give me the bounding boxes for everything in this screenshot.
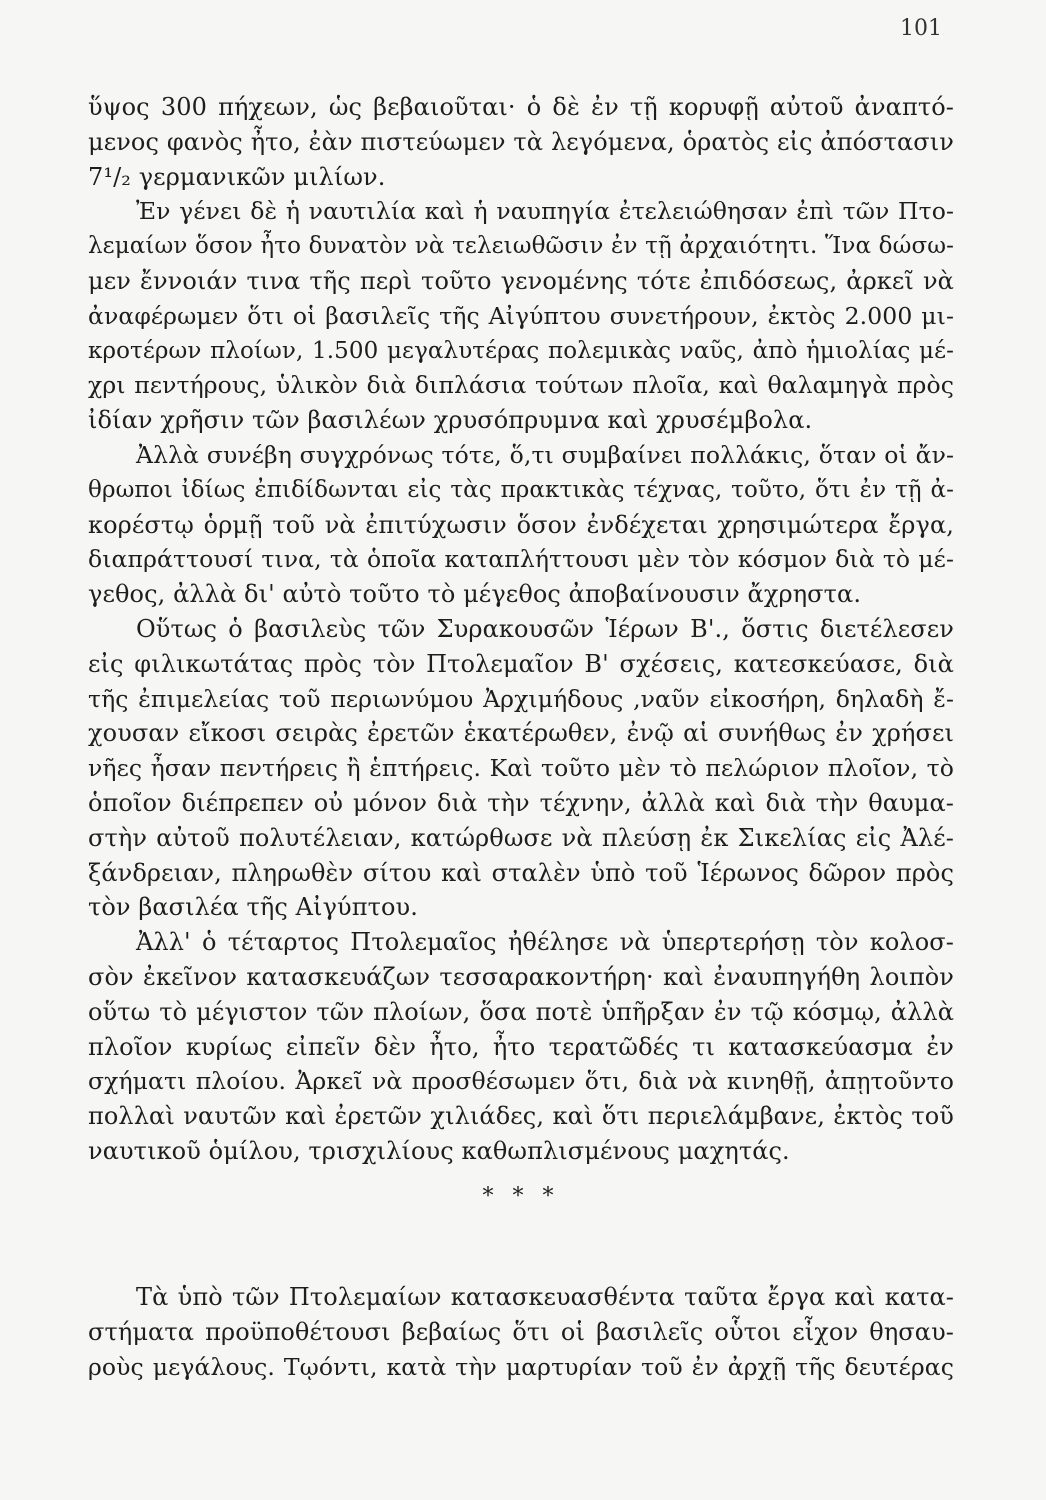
text-line: κορέστῳ ὁρμῇ τοῦ νὰ ἐπιτύχωσιν ὅσον ἐνδέχεται χρησιμώτερα ἔργα, xyxy=(88,510,954,539)
text-line: θρωποι ἰδίως ἐπιδίδωνται εἰς τὰς πρακτικὰς τέχνας, τοῦτο, ὅτι ἐν τῇ ἀ- xyxy=(88,476,954,503)
text-line: πολλαὶ ναυτῶν καὶ ἐρετῶν χιλιάδες, καὶ ὅτι περιελάμβανε, ἐκτὸς τοῦ xyxy=(88,1102,954,1131)
text-line: στὴν αὐτοῦ πολυτέλειαν, κατώρθωσε νὰ πλεύσῃ ἐκ Σικελίας εἰς Ἀλέ- xyxy=(88,823,954,852)
text-line: διαπράττουσί τινα, τὰ ὁποῖα καταπλήττουσι μὲν τὸν κόσμον διὰ τὸ μέ- xyxy=(88,545,954,574)
text-line: πλοῖον κυρίως εἰπεῖν δὲν ἦτο, ἦτο τερατῶδές τι κατασκεύασμα ἐν xyxy=(88,1032,954,1061)
text-line: κροτέρων πλοίων, 1.500 μεγαλυτέρας πολεμικὰς ναῦς, ἀπὸ ἡμιολίας μέ- xyxy=(88,337,954,364)
text-line: ἰδίαν χρῆσιν τῶν βασιλέων χρυσόπρυμνα καὶ χρυσέμβολα. xyxy=(88,406,813,435)
text-line: ξάνδρειαν, πληρωθὲν σίτου καὶ σταλὲν ὑπὸ τοῦ Ἱέρωνος δῶρον πρὸς xyxy=(88,858,954,887)
text-line: μεν ἔννοιάν τινα τῆς περὶ τοῦτο γενομένης τότε ἐπιδόσεως, ἀρκεῖ νὰ xyxy=(88,266,954,295)
text-line: χρι πεντήρους, ὑλικὸν διὰ διπλάσια τούτων πλοῖα, καὶ θαλαμηγὰ πρὸς xyxy=(88,371,954,400)
text-line: ναυτικοῦ ὁμίλου, τρισχιλίους καθωπλισμένους μαχητάς. xyxy=(88,1136,790,1165)
text-line: εἰς φιλικωτάτας πρὸς τὸν Πτολεμαῖον Β' σχέσεις, κατεσκεύασε, διὰ xyxy=(88,649,954,678)
closing-paragraph xyxy=(88,1280,954,1384)
text-line: σχήματι πλοίου. Ἀρκεῖ νὰ προσθέσωμεν ὅτι, διὰ νὰ κινηθῇ, ἀπῃτοῦντο xyxy=(88,1067,954,1096)
text-line: λεμαίων ὅσον ἦτο δυνατὸν νὰ τελειωθῶσιν ἐν τῇ ἀρχαιότητι. Ἵνα δώσω- xyxy=(88,233,954,260)
main-text xyxy=(88,90,954,1225)
text-line: ἀναφέρωμεν ὅτι οἱ βασιλεῖς τῆς Αἰγύπτου συνετήρουν, ἐκτὸς 2.000 μι- xyxy=(88,301,954,330)
text-line: χουσαν εἴκοσι σειρὰς ἐρετῶν ἑκατέρωθεν, ἐνῷ αἱ συνήθως ἐν χρήσει xyxy=(88,719,954,748)
text-line: Ἐν γένει δὲ ἡ ναυτιλία καὶ ἡ ναυπηγία ἐτελειώθησαν ἐπὶ τῶν Πτο- xyxy=(136,197,954,226)
text-line: στήματα προϋποθέτουσι βεβαίως ὅτι οἱ βασιλεῖς οὗτοι εἶχον θησαυ- xyxy=(88,1317,954,1346)
text-line: νῆες ἦσαν πεντήρεις ἢ ἑπτήρεις. Καὶ τοῦτο μὲν τὸ πελώριον πλοῖον, τὸ xyxy=(88,754,954,783)
text-line: Ἀλλ' ὁ τέταρτος Πτολεμαῖος ἠθέλησε νὰ ὑπερτερήσῃ τὸν κολοσ- xyxy=(136,928,954,957)
text-line: οὕτω τὸ μέγιστον τῶν πλοίων, ὅσα ποτὲ ὑπῆρξαν ἐν τῷ κόσμῳ, ἀλλὰ xyxy=(88,997,954,1026)
text-line: 7¹/₂ γερμανικῶν μιλίων. xyxy=(88,162,386,191)
text-line: γεθος, ἀλλὰ δι' αὐτὸ τοῦτο τὸ μέγεθος ἀποβαίνουσιν ἄχρηστα. xyxy=(88,580,862,609)
text-line: ὁποῖον διέπρεπεν οὐ μόνον διὰ τὴν τέχνην, ἀλλὰ καὶ διὰ τὴν θαυμα- xyxy=(88,788,954,817)
text-line: σὸν ἐκεῖνον κατασκευάζων τεσσαρακοντήρη· καὶ ἐναυπηγήθη λοιπὸν xyxy=(88,962,954,991)
text-line: τῆς ἐπιμελείας τοῦ περιωνύμου Ἀρχιμήδους ,ναῦν εἰκοσήρη, δηλαδὴ ἔ- xyxy=(88,684,954,713)
text-line: μενος φανὸς ἦτο, ἐὰν πιστεύωμεν τὰ λεγόμενα, ὁρατὸς εἰς ἀπόστασιν xyxy=(88,127,954,156)
text-line: ὕψος 300 πήχεων, ὡς βεβαιοῦται· ὁ δὲ ἐν τῇ κορυφῇ αὐτοῦ ἀναπτό- xyxy=(88,93,954,121)
text-line: Οὕτως ὁ βασιλεὺς τῶν Συρακουσῶν Ἱέρων Β'., ὅστις διετέλεσεν xyxy=(136,614,954,643)
page-number: 101 xyxy=(900,16,942,41)
text-line: Ἀλλὰ συνέβη συγχρόνως τότε, ὅ,τι συμβαίνει πολλάκις, ὅταν οἱ ἄν- xyxy=(136,440,954,469)
text-line: τὸν βασιλέα τῆς Αἰγύπτου. xyxy=(88,893,418,922)
section-break: * * * xyxy=(482,1183,560,1209)
text-line: Τὰ ὑπὸ τῶν Πτολεμαίων κατασκευασθέντα ταῦτα ἔργα καὶ κατα- xyxy=(136,1283,954,1311)
text-line: ροὺς μεγάλους. Τῳόντι, κατὰ τὴν μαρτυρίαν τοῦ ἐν ἀρχῇ τῆς δευτέρας xyxy=(88,1352,954,1381)
